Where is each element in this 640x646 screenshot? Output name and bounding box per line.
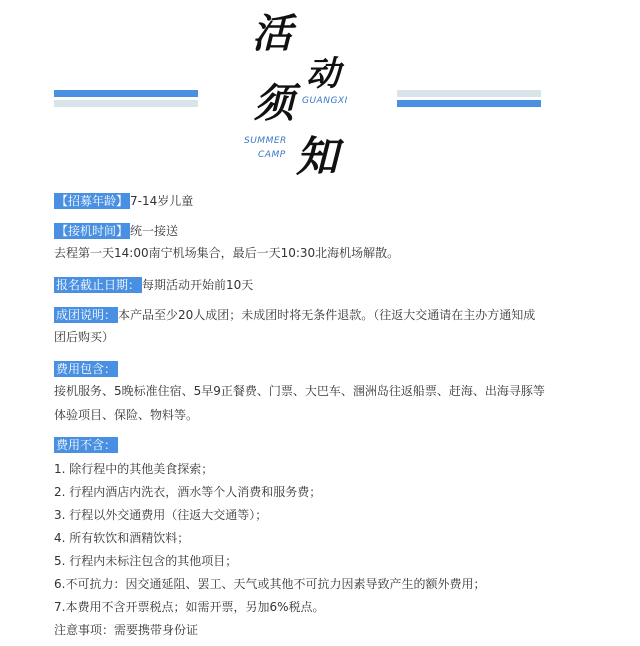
group-text-2: 团后购买） [54, 330, 115, 344]
exclude-item-4: 4. 所有软饮和酒精饮料； [54, 531, 190, 545]
age-text: 7-14岁儿童 [130, 194, 194, 208]
group-row [54, 304, 535, 326]
header-banner [0, 0, 640, 181]
left-divider-blue [54, 90, 198, 97]
title-char-4: 知 [296, 132, 339, 181]
age-row [54, 190, 193, 212]
exclude-item-6: 6.不可抗力：因交通延阻、罢工、天气或其他不可抗力因素导致产生的额外费用； [54, 577, 486, 591]
exclude-item-1: 1. 除行程中的其他美食探索； [54, 462, 214, 476]
pickup-tag: 【接机时间】 [56, 224, 129, 238]
title-char-2: 动 [306, 54, 340, 94]
exclude-row [54, 434, 118, 456]
deadline-tag: 报名截止日期： [56, 278, 141, 292]
include-row [54, 358, 118, 380]
title-char-3: 须 [254, 80, 294, 127]
group-text-1: 本产品至少20人成团；未成团时将无条件退款。（往返大交通请在主办方通知成 [118, 308, 536, 322]
include-tag: 费用包含： [56, 362, 117, 376]
exclude-item-5: 5. 行程内未标注包含的其他项目； [54, 554, 238, 568]
deadline-text: 每期活动开始前10天 [142, 278, 254, 292]
include-text-1: 接机服务、5晚标准住宿、5早9正餐费、门票、大巴车、涠洲岛往返船票、赶海、出海寻豚等 [54, 384, 545, 398]
exclude-item-7: 7.本费用不含开票税点；如需开票，另加6%税点。 [54, 600, 325, 614]
exclude-item-2: 2. 行程内酒店内洗衣，酒水等个人消费和服务费； [54, 485, 322, 499]
exclude-item-3: 3. 行程以外交通费用（往返大交通等）； [54, 508, 268, 522]
exclude-tag: 费用不含： [56, 438, 117, 452]
note-text: 注意事项：需要携带身份证 [54, 623, 199, 637]
deadline-row [54, 274, 253, 296]
right-divider-blue [397, 100, 541, 107]
left-divider-gray [54, 100, 198, 107]
right-divider-gray [397, 90, 541, 97]
pickup-text: 统一接送 [130, 224, 179, 238]
group-tag: 成团说明： [56, 308, 117, 322]
title-char-1: 活 [252, 10, 292, 57]
english-camp: CAMP [258, 150, 286, 160]
english-guangxi: GUANGXI [302, 96, 348, 106]
age-tag: 【招募年龄】 [56, 194, 129, 208]
pickup-detail: 去程第一天14:00南宁机场集合，最后一天10:30北海机场解散。 [54, 246, 400, 260]
pickup-row [54, 220, 178, 242]
include-text-2: 体验项目、保险、物料等。 [54, 408, 199, 422]
english-summer: SUMMER [244, 136, 287, 146]
